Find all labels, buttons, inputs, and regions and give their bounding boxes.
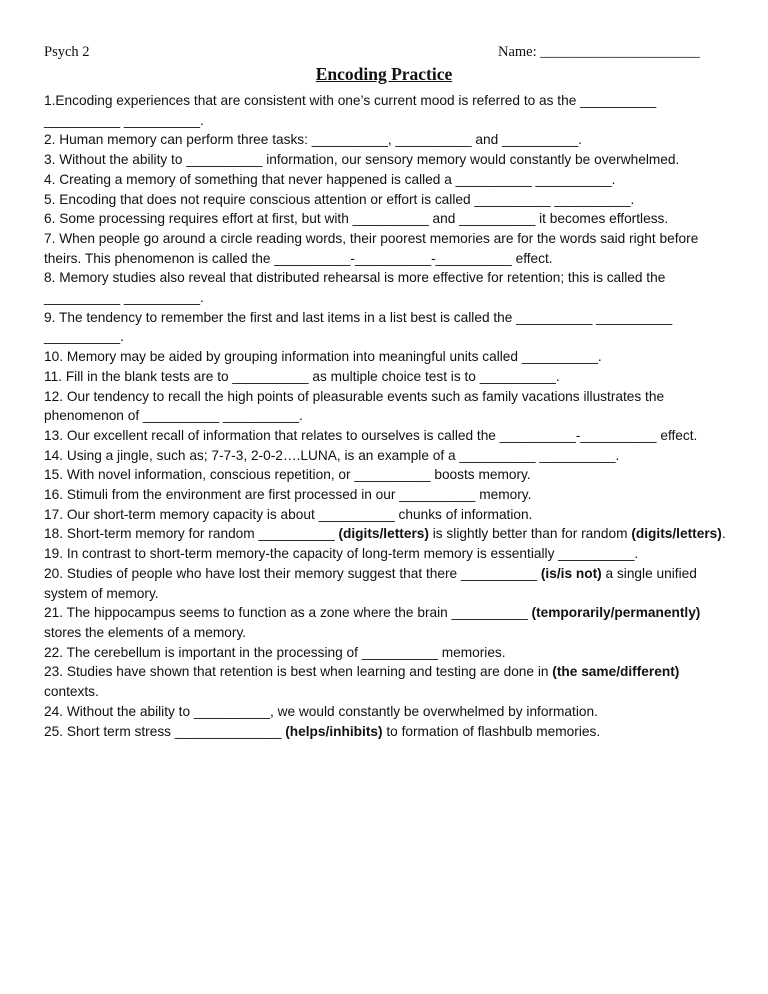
question-4 — [44, 170, 734, 190]
question-text: a single unified system of memory. — [44, 565, 697, 601]
question-11 — [44, 367, 734, 387]
question-1 — [44, 91, 734, 130]
question-text: 10. Memory may be aided by grouping information into meaningful units called __________. — [44, 349, 602, 365]
question-text: 3. Without the ability to __________ information, our sensory memory would constantly be overwhelmed. — [44, 152, 680, 168]
question-text: . — [721, 526, 726, 542]
answer-choice: (digits/letters) — [631, 526, 722, 542]
question-text: 19. In contrast to short-term memory-the capacity of long-term memory is essentially __________. — [44, 546, 639, 562]
page-title: Encoding Practice — [315, 64, 453, 84]
question-10 — [44, 347, 734, 367]
question-text: 7. When people go around a circle reading words, their poorest memories are for the words said right before theirs. This phenomenon is called the __________-__________-__________ effect. — [44, 230, 699, 266]
answer-choice: (temporarily/permanently) — [531, 605, 701, 621]
question-text: 23. Studies have shown that retention is best when learning and testing are done in — [44, 664, 553, 680]
question-21 — [44, 603, 734, 642]
question-25 — [44, 722, 734, 742]
course-label: Psych 2 — [44, 44, 90, 60]
question-5 — [44, 190, 734, 210]
question-24 — [44, 702, 734, 722]
question-7 — [44, 229, 734, 268]
question-23 — [44, 662, 734, 701]
name-field-label: Name: ______________________ — [498, 44, 700, 60]
question-14 — [44, 446, 734, 466]
answer-choice: (helps/inhibits) — [285, 723, 383, 739]
question-text: contexts. — [44, 684, 99, 700]
question-6 — [44, 209, 734, 229]
answer-choice: (digits/letters) — [338, 526, 429, 542]
question-text: 14. Using a jingle, such as; 7-7-3, 2-0-2….LUNA, is an example of a __________ __________. — [44, 447, 620, 463]
question-text: 12. Our tendency to recall the high points of pleasurable events such as family vacations illustrates the phenomenon of __________ __________. — [44, 388, 665, 424]
question-text: 17. Our short-term memory capacity is about __________ chunks of information. — [44, 506, 533, 522]
question-text: 16. Stimuli from the environment are first processed in our __________ memory. — [44, 487, 532, 503]
question-text: stores the elements of a memory. — [44, 624, 247, 640]
question-text: 24. Without the ability to __________, we would constantly be overwhelmed by information. — [44, 703, 598, 719]
question-20 — [44, 564, 734, 603]
question-list — [44, 91, 734, 741]
question-9 — [44, 308, 734, 347]
question-3 — [44, 150, 734, 170]
question-12 — [44, 387, 734, 426]
question-text: 11. Fill in the blank tests are to __________ as multiple choice test is to __________. — [44, 368, 560, 384]
question-text: 25. Short term stress ______________ — [44, 723, 286, 739]
question-text: 5. Encoding that does not require conscious attention or effort is called __________ __________. — [44, 191, 635, 207]
answer-choice: (the same/different) — [552, 664, 680, 680]
question-text: 13. Our excellent recall of information that relates to ourselves is called the __________-__________ effect. — [44, 427, 698, 443]
question-text: 2. Human memory can perform three tasks: __________, __________ and __________. — [44, 132, 582, 148]
answer-choice: (is/is not) — [540, 565, 602, 581]
question-text: 20. Studies of people who have lost their memory suggest that there __________ — [44, 565, 541, 581]
question-text: 1.Encoding experiences that are consistent with one’s current mood is referred to as the __________ __________ __________. — [44, 93, 657, 128]
question-13 — [44, 426, 734, 446]
question-text: 15. With novel information, conscious repetition, or __________ boosts memory. — [44, 467, 531, 483]
question-2 — [44, 130, 734, 150]
question-18 — [44, 524, 734, 544]
question-22 — [44, 643, 734, 663]
question-text: 6. Some processing requires effort at first, but with __________ and __________ it becomes effortless. — [44, 211, 669, 227]
question-text: to formation of flashbulb memories. — [382, 723, 601, 739]
question-text: 22. The cerebellum is important in the processing of __________ memories. — [44, 644, 506, 660]
question-15 — [44, 465, 734, 485]
question-text: 8. Memory studies also reveal that distributed rehearsal is more effective for retention; this is called the __________ __________. — [44, 270, 666, 306]
question-text: 4. Creating a memory of something that never happened is called a __________ __________. — [44, 171, 616, 187]
question-text: 18. Short-term memory for random __________ — [44, 526, 339, 542]
question-8 — [44, 268, 734, 307]
question-17 — [44, 505, 734, 525]
question-text: 9. The tendency to remember the first and last items in a list best is called the __________ __________ __________. — [44, 309, 673, 345]
question-text: 21. The hippocampus seems to function as a zone where the brain __________ — [44, 605, 532, 621]
question-19 — [44, 544, 734, 564]
question-16 — [44, 485, 734, 505]
question-text: is slightly better than for random — [428, 526, 632, 542]
